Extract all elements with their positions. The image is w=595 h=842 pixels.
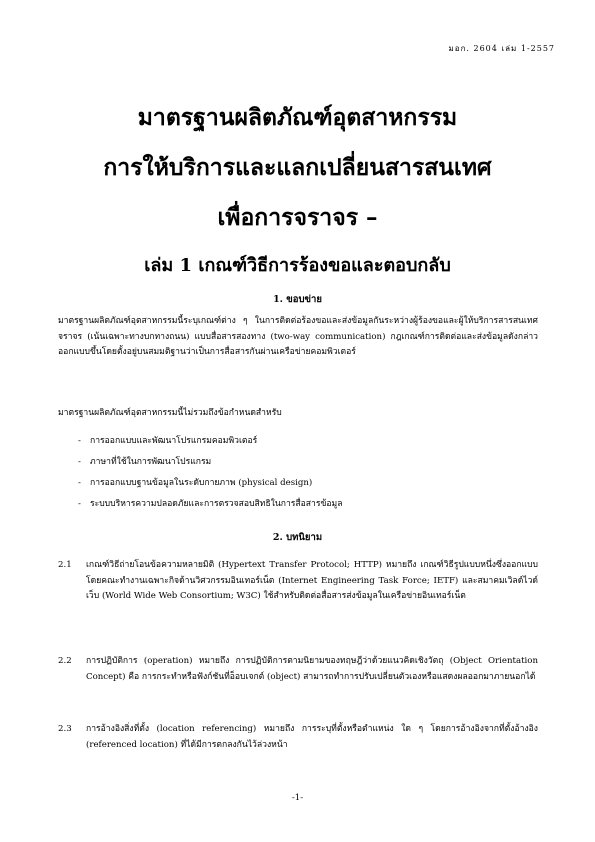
section-2-heading: 2. บทนิยาม (272, 532, 323, 543)
title-line-1: มาตรฐานผลิตภัณฑ์อุตสาหกรรม (137, 104, 458, 131)
scope-paragraph: มาตรฐานผลิตภัณฑ์อุตสาหกรรมนี้ระบุเกณฑ์ต่าง ๆ ในการติดต่อร้องขอและส่งข้อมูลกันระหว่างผู้ร้องขอและผู้ให้บริการสารสนเทศจราจร (เน้นเฉพาะทางบกทางถนน) แบบสื่อสารสองทาง (two-way communication) กฎเกณฑ์การติดต่อและส่งข้อมูลดังกล่าวออกแบบขึ้นโดยตั้งอยู่บนสมมติฐานว่าเป็นการสื่อสารกันผ่านเครือข่ายคอมพิวเตอร์ (58, 316, 538, 357)
definition-2-3 (58, 722, 538, 768)
list-item: - ภาษาที่ใช้ในการพัฒนาโปรแกรม (78, 457, 212, 467)
list-item: - การออกแบบและพัฒนาโปรแกรมคอมพิวเตอร์ (78, 436, 258, 446)
exclusions-list (78, 434, 538, 518)
list-item: - การออกแบบฐานข้อมูลในระดับกายภาพ (physical design) (78, 478, 313, 488)
list-item: - ระบบบริหารความปลอดภัยและการตรวจสอบสิทธิในการสื่อสารข้อมูล (78, 499, 343, 509)
title-line-3: เพื่อการจราจร – (217, 204, 378, 231)
page-number: -1- (291, 793, 304, 803)
definition-2-1 (58, 558, 538, 636)
definition-2-2 (58, 654, 538, 716)
definition-text: การปฏิบัติการ (operation) หมายถึง การปฏิบัติการตามนิยามของทฤษฎีว่าด้วยแนวคิดเชิงวัตถุ (Object Orientation Concept) คือ การกระทำหรือฟังก์ชันที่อ็อบเจกต์ (object) สามารถทำการปรับเปลี่ยนตัวเองหรือแสดงผลออกมาภายนอกได้ (86, 656, 538, 682)
definition-number: 2.1 (58, 560, 72, 570)
section-1-heading: 1. ขอบข่าย (273, 294, 322, 305)
definition-text: เกณฑ์วิธีถ่ายโอนข้อความหลายมิติ (Hypertext Transfer Protocol; HTTP) หมายถึง เกณฑ์วิธีรูปแบบหนึ่งซึ่งออกแบบโดยคณะทำงานเฉพาะกิจด้านวิศวกรรมอินเทอร์เน็ต (Internet Engineering Task Force; IETF) และสมาคมเวิลด์ไวด์เว็บ (World Wide Web Consortium; W3C) ใช้สำหรับติดต่อสื่อสารส่งข้อมูลในเครือข่ายอินเทอร์เน็ต (86, 560, 538, 601)
title-line-2: การให้บริการและแลกเปลี่ยนสารสนเทศ (103, 154, 492, 181)
definition-number: 2.2 (58, 656, 72, 666)
document-code: มอก. 2604 เล่ม 1-2557 (448, 44, 555, 53)
definition-number: 2.3 (58, 724, 72, 734)
exclusions-intro: มาตรฐานผลิตภัณฑ์อุตสาหกรรมนี้ไม่รวมถึงข้อกำหนดสำหรับ (58, 408, 282, 418)
definition-text: การอ้างอิงสิ่งที่ตั้ง (location referencing) หมายถึง การระบุที่ตั้งหรือตำแหน่ง ใด ๆ โดยการอ้างอิงจากที่ตั้งอ้างอิง (referenced location) ที่ได้มีการตกลงกันไว้ล่วงหน้า (86, 724, 538, 750)
subtitle-part: เล่ม 1 เกณฑ์วิธีการร้องขอและตอบกลับ (144, 255, 451, 276)
